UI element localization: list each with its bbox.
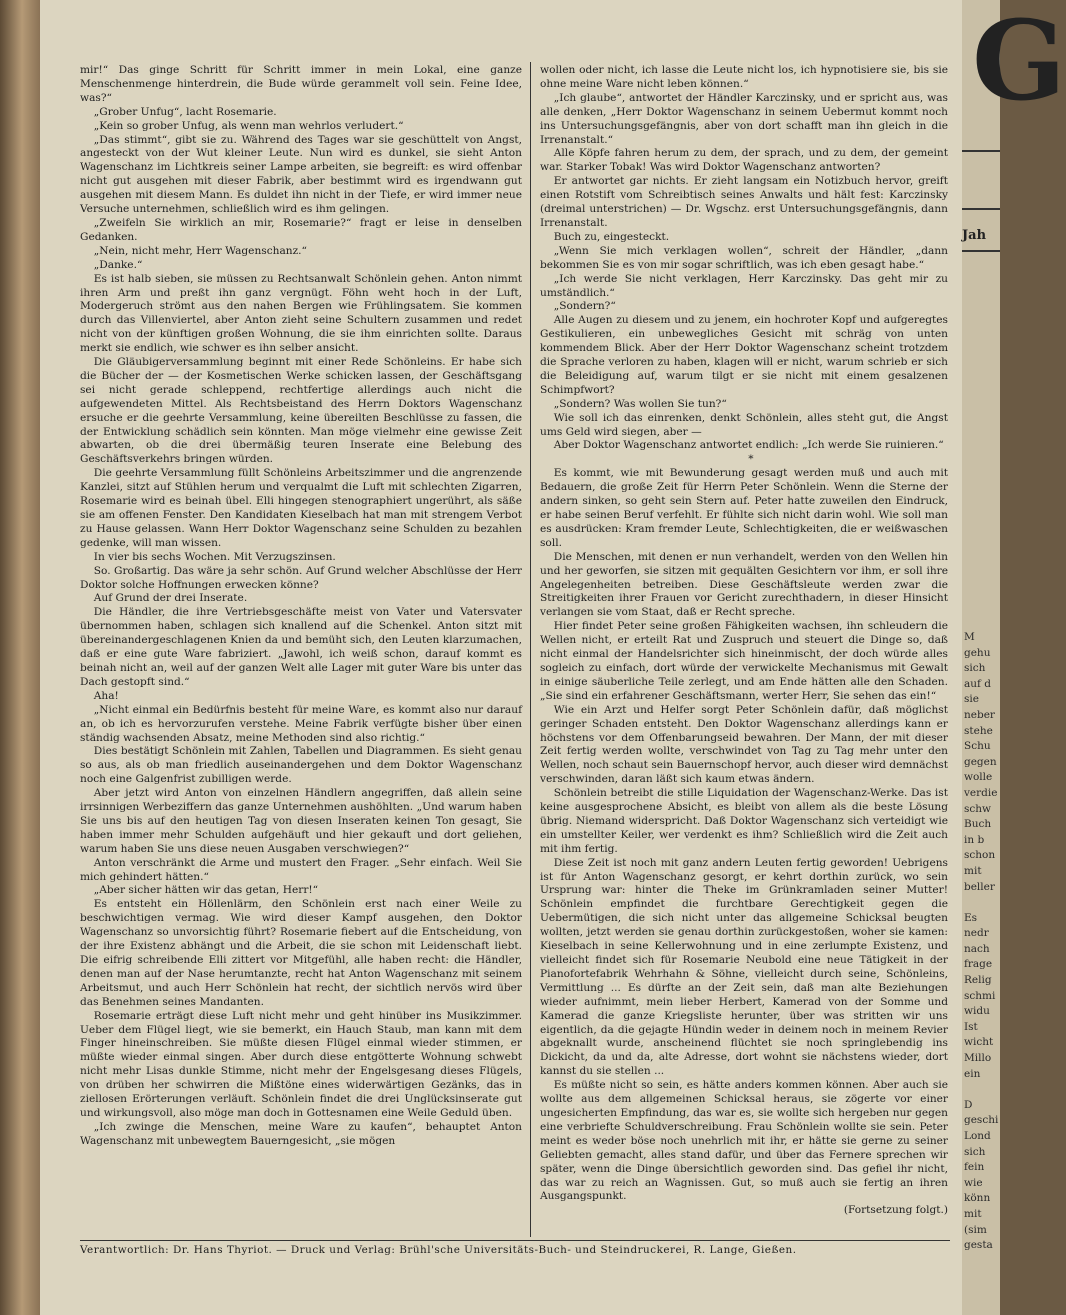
paragraph: „Ich zwinge die Menschen, meine Ware zu kaufen“, behauptet Anton Wagenschanz mit unbewegtem Bauerngesicht, „sie mögen bbox=[80, 1120, 522, 1147]
paragraph: Die Händler, die ihre Vertriebsgeschäfte meist von Vater und Vatersvater übernommen haben, schlagen sich knallend auf die Schenkel. Anton sitzt mit übereinandergeschlagenen Knien da und bemüht sich, den Leuten klarzumachen, daß er eine gute Ware fabriziert. „Jawohl, ich weiß schon, darauf kommt es beinah nicht an, weil auf der ganzen Welt alle Lager mit guter Ware bis unter das Dach gestopft sind.“ bbox=[80, 606, 522, 688]
paragraph: „Nicht einmal ein Bedürfnis besteht für meine Ware, es kommt also nur darauf an, ob ich es hervorzurufen verstehe. Meine Fabrik verfügte bisher über einen ständig wachsenden Absatz, meine Methoden sind also richtig.“ bbox=[80, 703, 522, 744]
adjacent-page-text-fragment: M gehu sich auf d sie neber stehe Schu gegen wolle verdie schw Buch in b schon mit beller Es nedr nach frage Relig schmi widu Ist wicht Millo ein D geschi Lond sich fein wie könn mit (sim gesta bbox=[964, 631, 999, 1252]
paragraph: Rosemarie erträgt diese Luft nicht mehr und geht hinüber ins Musikzimmer. Ueber dem Flügel liegt, wie sie bemerkt, ein Hauch Staub, man kann mit dem Finger hineinschreiben. Sie müßte diesen Flügel einmal wieder stimmen, er müßte wieder einmal singen. Aber durch diese entgötterte Wohnung schwebt nicht mehr Lisas dunkle Stimme, nicht mehr der Engelsgesang dieses Flügels, von drüben her schwirren die Mißtöne eines widerwärtigen Gezänks, das in ziellosen Erörterungen verläuft. Schönlein findet die drei Unglücksinserate gut und wirkungsvoll, also möge man doch in Gottesnamen eine Weile Geduld üben. bbox=[80, 1009, 522, 1119]
edge-rule-mid bbox=[962, 208, 1000, 210]
section-break-star: * bbox=[748, 453, 754, 466]
paragraph: So. Großartig. Das wäre ja sehr schön. Auf Grund welcher Abschlüsse der Herr Doktor solche Hoffnungen erwecken könne? bbox=[80, 564, 522, 591]
paragraph: Aber jetzt wird Anton von einzelnen Händlern angegriffen, daß allein seine irrsinnigen Werbeziffern das ganze Unternehmen aushöhlten. „Und warum haben Sie uns bis auf den heutigen Tag von diesen Inseraten keinen Ton gesagt, Sie haben immer mehr Schulden aufgehäuft und hier gekauft und dort geliehen, warum haben Sie uns diese neuen Ausgaben verschwiegen?“ bbox=[80, 787, 522, 855]
book-binding bbox=[0, 0, 40, 1315]
paragraph: Die Gläubigerversammlung beginnt mit einer Rede Schönleins. Er habe sich die Bücher der — der Kosmetischen Werke schicken lassen, der Geschäftsgang sei nicht gerade schleppend, rechtfertige allerdings auch nicht die aufgewendeten Mittel. Als Rechtsbeistand des Herrn Doktors Wagenschanz ersuche er die geehrte Versammlung, keine übereilten Beschlüsse zu fassen, die der Entwicklung schädlich sein könnten. Man möge vielmehr eine gewisse Zeit abwarten, ob die drei übermäßig teuren Inserate eine Belebung des Geschäftsverkehrs bringen würden. bbox=[80, 356, 522, 466]
paragraph: Aha! bbox=[93, 689, 119, 702]
edge-rule-top bbox=[962, 150, 1000, 152]
paragraph: „Kein so grober Unfug, als wenn man wehrlos verludert.“ bbox=[93, 119, 404, 132]
paragraph: Er antwortet gar nichts. Er zieht langsam ein Notizbuch hervor, greift einen Rotstift vom Schreibtisch seines Anwalts und hält fest: Karczinsky (dreimal unterstrichen) — Dr. Wgschz. erst Untersuchungsgefängnis, dann Irrenanstalt. bbox=[540, 175, 948, 229]
paragraph: Wie soll ich das einrenken, denkt Schönlein, alles steht gut, die Angst ums Geld wird siegen, aber — bbox=[540, 411, 948, 438]
paragraph: Es ist halb sieben, sie müssen zu Rechtsanwalt Schönlein gehen. Anton nimmt ihren Arm und preßt ihn ganz vergnügt. Föhn weht hoch in der Luft, Modergeruch strömt aus den nahen Bergen wie Frühlingsatem. Sie kommen durch das Villenviertel, aber Anton zieht seine Schultern zusammen und redet nicht von der künftigen großen Wohnung, die sie ihm einrichten sollte. Daraus merkt sie endlich, wie schwer es ihn selber ansicht. bbox=[80, 272, 522, 355]
paragraph: „Wenn Sie mich verklagen wollen“, schreit der Händler, „dann bekommen Sie es von mir sogar schriftlich, was ich eben gesagt habe.“ bbox=[540, 244, 948, 271]
paragraph: Auf Grund der drei Inserate. bbox=[93, 592, 248, 605]
text-column-right bbox=[540, 64, 948, 1234]
paragraph: „Sondern? Was wollen Sie tun?“ bbox=[553, 397, 727, 410]
continued-note: (Fortsetzung folgt.) bbox=[843, 1204, 948, 1217]
paragraph: „Danke.“ bbox=[93, 258, 143, 271]
paragraph: Aber Doktor Wagenschanz antwortet endlich: „Ich werde Sie ruinieren.“ bbox=[553, 439, 944, 452]
paragraph: Es entsteht ein Höllenlärm, den Schönlein erst nach einer Weile zu beschwichtigen vermag. Wie wird dieser Kampf ausgehen, den Doktor Wagenschanz so unvorsichtig führt? Rosemarie fiebert auf die Entscheidung, von der ihre Existenz abhängt und die Arbeit, die sie schon mit Leidenschaft liebt. Die eifrig schreibende Elli zittert vor Mitgefühl, alle haben recht: die Händler, denen man auf der Nase herumtanzte, recht hat Anton Wagenschanz mit seinem Arbeitsmut, und auch Herr Schönlein hat recht, der sichtlich nervös wird über das Benehmen seines Mandanten. bbox=[80, 898, 522, 1008]
paragraph: Die Menschen, mit denen er nun verhandelt, werden von den Wellen hin und her geworfen, sie sitzen mit gequälten Gesichtern vor ihm, er soll ihre Angelegenheiten betreiben. Diese Geschäftsleute werden zwar die Streitigkeiten ihrer Frauen vor Gericht zurechthadern, in dieser Hinsicht verlangen sie vom Staat, daß er Recht spreche. bbox=[540, 550, 948, 619]
imprint-footer: Verantwortlich: Dr. Hans Thyriot. — Druck und Verlag: Brühl'sche Universitäts-Buch- und Steindruckerei, R. Lange, Gießen. bbox=[80, 1244, 797, 1256]
text-column-left bbox=[80, 64, 522, 1224]
paragraph: „Zweifeln Sie wirklich an mir, Rosemarie?“ fragt er leise in denselben Gedanken. bbox=[80, 216, 522, 243]
paragraph: Es kommt, wie mit Bewunderung gesagt werden muß und auch mit Bedauern, die große Zeit für Herrn Peter Schönlein. Wenn die Sterne der andern sinken, so geht sein Stern auf. Peter hatte zuweilen den Eindruck, er habe seinen Beruf verfehlt. Er fühlte sich nicht darin wohl. Wie soll man es ausdrücken: Kram fremder Leute, Schlechtigkeiten, die er weißwaschen soll. bbox=[540, 467, 948, 549]
paragraph: Alle Augen zu diesem und zu jenem, ein hochroter Kopf und aufgeregtes Gestikulieren, ein unbewegliches Gesicht mit schräg von unten kommendem Blick. Aber der Herr Doktor Wagenschanz scheint trotzdem die Sprache verloren zu haben, klagen will er nicht, warum schrieb er sich die Beleidigung auf, warum tilgt er sie nicht mit einem gesalzenen Schimpfwort? bbox=[540, 314, 948, 396]
paragraph: Wie ein Arzt und Helfer sorgt Peter Schönlein dafür, daß möglichst geringer Schaden entsteht. Den Doktor Wagenschanz allerdings kann er höchstens vor dem Offenbarungseid bewahren. Der Mann, der mit dieser Zeit fertig werden wollte, verschwindet von Tag zu Tag mehr unter den Wellen, noch schaut sein Bauernschopf hervor, auch dieser wird demnächst verschwinden, daran läßt sich kaum etwas ändern. bbox=[540, 703, 948, 786]
paragraph: „Das stimmt“, gibt sie zu. Während des Tages war sie geschüttelt von Angst, angesteckt von der Wut kleiner Leute. Nun wird es dunkel, sie sieht Anton Wagenschanz im Lichtkreis seiner Lampe arbeiten, sie begreift: es wird offenbar nicht gut ausgehen mit dieser Fabrik, aber bestimmt wird es irgendwann gut ausgehen mit diesem Mann. Es duldet ihn nicht in der Tiefe, er wird immer neue Versuche unternehmen, schließlich wird es ihm gelingen. bbox=[80, 133, 522, 216]
paragraph: wollen oder nicht, ich lasse die Leute nicht los, ich hypnotisiere sie, bis sie ohne meine Ware nicht leben können.“ bbox=[540, 64, 948, 90]
adjacent-page-header: Jah bbox=[962, 228, 987, 243]
paragraph: „Ich glaube“, antwortet der Händler Karczinsky, und er spricht aus, was alle denken, „Herr Doktor Wagenschanz in seinem Uebermut kommt noch ins Untersuchungsgefängnis, aber von dort schafft man ihn gleich in die Irrenanstalt.“ bbox=[540, 91, 948, 146]
paragraph: Hier findet Peter seine großen Fähigkeiten wachsen, ihn schleudern die Wellen nicht, er erteilt Rat und Zuspruch und steuert die Dinge so, daß nicht einmal der Handelsrichter sich hineinmischt, der doch würde alles sogleich zu einfach, dort würde der verwickelte Mechanismus mit Gewalt in einige säuberliche Teile zerlegt, und am Ende hätten alle den Schaden. „Sie sind ein erfahrener Geschäftsmann, werter Herr, Sie sehen das ein!“ bbox=[540, 620, 948, 702]
paragraph: „Sondern?“ bbox=[553, 300, 616, 313]
paragraph: Alle Köpfe fahren herum zu dem, der sprach, und zu dem, der gemeint war. Starker Tobak! Was wird Doktor Wagenschanz antworten? bbox=[540, 147, 948, 174]
paragraph: „Grober Unfug“, lacht Rosemarie. bbox=[93, 105, 277, 118]
paragraph: mir!“ Das ginge Schritt für Schritt immer in mein Lokal, eine ganze Menschenmenge hinterdrein, die Bude würde gerammelt voll sein. Feine Idee, was?“ bbox=[80, 64, 522, 104]
footer-rule bbox=[80, 1240, 950, 1241]
paragraph: „Aber sicher hätten wir das getan, Herr!“ bbox=[93, 884, 319, 897]
paragraph: Dies bestätigt Schönlein mit Zahlen, Tabellen und Diagrammen. Es sieht genau so aus, als ob man friedlich auseinandergehen und dem Doktor Wagenschanz noch eine Galgenfrist zubilligen werde. bbox=[80, 745, 522, 786]
adjacent-page-edge bbox=[962, 0, 1066, 1315]
column-divider bbox=[530, 62, 531, 1237]
paragraph: In vier bis sechs Wochen. Mit Verzugszinsen. bbox=[93, 550, 336, 563]
paragraph: Diese Zeit ist noch mit ganz andern Leuten fertig geworden! Uebrigens ist für Anton Wagenschanz gesorgt, er kehrt dorthin zurück, wo sein Ursprung war: hinter die Theke im Grünkramladen seiner Mutter! Schönlein empfindet die furchtbare Gerechtigkeit gegen die Uebermütigen, die sich nicht unter das allgemeine Schicksal beugten wollten, jetzt werden sie genau dorthin zurückgestoßen, woher sie kamen: Kieselbach in seine Kellerwohnung und in eine zerlumpte Existenz, und vielleicht findet sich für Rosemarie Neubold eine neue Tätigkeit in der Pianofortefabrik Wehrhahn & Söhne, vielleicht durch seine, Schönleins, Vermittlung ... Es dürfte an der Zeit sein, daß man alte Beziehungen wieder aufnimmt, mein lieber Herbert, Kamerad von der Somme und Kamerad die ganze Kriegsliste herunter, über was stritten wir uns eigentlich, da die gejagte Hündin weder in deinem noch in meinem Revier abgeknallt wurde, anscheinend flüchtet sie noch springlebendig ins Dickicht, da und da, alte Adresse, dort wohnt sie nächstens wieder, dort kannst du sie stellen ... bbox=[540, 856, 948, 1078]
edge-rule-bottom bbox=[962, 250, 1000, 252]
paragraph: Schönlein betreibt die stille Liquidation der Wagenschanz-Werke. Das ist keine ausgesprochene Absicht, es bleibt von allem als die beste Lösung übrig. Niemand widerspricht. Daß Doktor Wagenschanz sich verteidigt wie ein umstellter Keiler, wer verdenkt es ihm? Schließlich wird die Zeit auch mit ihm fertig. bbox=[540, 787, 948, 855]
paragraph: Buch zu, eingesteckt. bbox=[553, 230, 670, 243]
paragraph: „Nein, nicht mehr, Herr Wagenschanz.“ bbox=[93, 244, 307, 257]
paragraph: Die geehrte Versammlung füllt Schönleins Arbeitszimmer und die angrenzende Kanzlei, sitzt auf Stühlen herum und verqualmt die Luft mit schlechten Zigarren, Rosemarie wird es beinah übel. Elli hingegen stenographiert ungerührt, als säße sie am offenen Fenster. Den Kandidaten Kieselbach hat man mit strengem Verbot zu Hause gelassen. Wann Herr Doktor Wagenschanz seine Schulden zu bezahlen gedenke, will man wissen. bbox=[80, 467, 522, 549]
adjacent-page-initial: G bbox=[972, 0, 1066, 125]
paragraph: „Ich werde Sie nicht verklagen, Herr Karczinsky. Das geht mir zu umständlich.“ bbox=[540, 272, 948, 299]
paragraph: Anton verschränkt die Arme und mustert den Frager. „Sehr einfach. Weil Sie mich gehindert hätten.“ bbox=[80, 856, 522, 883]
paragraph: Es müßte nicht so sein, es hätte anders kommen können. Aber auch sie wollte aus dem allgemeinen Schicksal heraus, sie zögerte vor einer ungesicherten Empfindung, das war es, sie wollte sich hergeben nur gegen eine verbriefte Schuldverschreibung. Frau Schönlein wollte sie sein. Peter meint es weder böse noch unehrlich mit ihr, er hätte sie gerne zu seiner Geliebten gemacht, alles stand dafür, und über das Fernere sprechen wir später, wenn die Dinge übersichtlich geworden sind. Das gefiel ihr nicht, das war zu reich an Wagnissen. Gut, so muß auch sie fertig an ihren Ausgangspunkt. bbox=[540, 1079, 948, 1203]
